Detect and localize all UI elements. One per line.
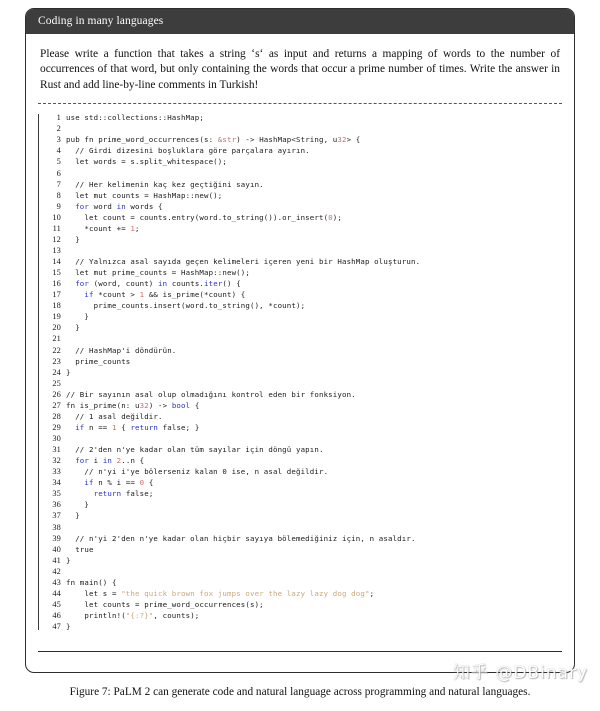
code-token: fn main() { bbox=[66, 577, 117, 587]
prompt-text: Please write a function that takes a string ‘s‘ as input and returns a mapping of words to the number of occurrences of that word, but only containing the words that occur a prime number of times. Write the answer in Rust and add line-by-line comments in Turkish! bbox=[40, 48, 560, 91]
line-number: 3 bbox=[56, 135, 61, 145]
code-token: "{:?}" bbox=[125, 611, 154, 621]
code-line bbox=[44, 168, 562, 179]
code-token: *count > bbox=[93, 290, 140, 300]
code-token: prime_counts.insert(word.to_string(), *count); bbox=[66, 301, 306, 311]
code-line bbox=[44, 345, 562, 356]
code-token: n % i == bbox=[93, 478, 140, 488]
code-token: fn is_prime(n: bbox=[66, 400, 135, 410]
line-number: 46 bbox=[52, 611, 61, 621]
code-line bbox=[44, 389, 562, 400]
card-header-title: Coding in many languages bbox=[38, 14, 164, 27]
code-token: let mut counts = HashMap::new(); bbox=[66, 190, 223, 200]
line-number: 13 bbox=[52, 245, 61, 255]
line-number: 43 bbox=[52, 577, 61, 587]
code-token bbox=[66, 456, 75, 465]
line-number: 31 bbox=[52, 445, 61, 455]
line-number: 9 bbox=[56, 201, 61, 211]
code-line bbox=[44, 400, 562, 411]
code-token: in bbox=[102, 456, 113, 466]
code-token: // n'yi 2'den n'ye kadar olan hiçbir sayıya bölemediğiniz için, n asaldır. bbox=[66, 533, 416, 543]
code-token: iter bbox=[204, 279, 223, 289]
code-token: i bbox=[89, 456, 103, 466]
code-token: u bbox=[135, 400, 140, 410]
code-token: word bbox=[89, 201, 117, 211]
code-line bbox=[44, 455, 562, 466]
code-token: > { bbox=[346, 135, 361, 145]
code-line bbox=[44, 267, 562, 278]
code-token: let words = s.split_whitespace(); bbox=[66, 157, 227, 167]
code-token: ; bbox=[135, 223, 140, 233]
code-line bbox=[44, 134, 562, 145]
code-token: ..n { bbox=[121, 456, 145, 466]
code-line bbox=[44, 533, 562, 544]
code-token: { bbox=[116, 422, 131, 432]
line-number: 8 bbox=[56, 190, 61, 200]
line-number: 4 bbox=[56, 146, 61, 156]
code-token: 1 bbox=[130, 223, 136, 233]
code-token: && is_prime(*count) { bbox=[144, 290, 246, 300]
code-token: 32 bbox=[139, 400, 149, 410]
code-token: true bbox=[66, 544, 94, 554]
line-number: 29 bbox=[52, 422, 61, 432]
line-number: 34 bbox=[52, 478, 61, 488]
line-number: 30 bbox=[52, 434, 61, 444]
code-token: 0 bbox=[328, 212, 333, 222]
line-number: 42 bbox=[52, 566, 61, 576]
code-token bbox=[66, 202, 75, 211]
line-number: 33 bbox=[52, 467, 61, 477]
code-line bbox=[44, 610, 562, 621]
line-number: 26 bbox=[52, 389, 61, 399]
code-line bbox=[44, 367, 562, 378]
code-line bbox=[44, 411, 562, 422]
code-token: 2 bbox=[116, 456, 122, 466]
code-line bbox=[44, 356, 562, 367]
code-token: } bbox=[66, 500, 89, 510]
code-token: (word, count) bbox=[89, 279, 159, 289]
line-number: 2 bbox=[56, 124, 61, 134]
code-line bbox=[44, 555, 562, 566]
code-line bbox=[44, 289, 562, 300]
code-token: // Girdi dizesini boşluklara göre parçalara ayırın. bbox=[66, 146, 310, 156]
code-line bbox=[44, 256, 562, 267]
code-token: "the quick brown fox jumps over the lazy lazy dog dog" bbox=[121, 588, 370, 598]
code-line bbox=[44, 179, 562, 190]
line-number: 23 bbox=[52, 356, 61, 366]
line-number: 35 bbox=[52, 489, 61, 499]
code-line bbox=[44, 245, 562, 256]
code-token bbox=[66, 423, 75, 432]
code-token: // HashMap'i döndürün. bbox=[66, 345, 177, 355]
line-number: 39 bbox=[52, 533, 61, 543]
code-token: use std::collections::HashMap; bbox=[66, 113, 204, 123]
code-line bbox=[44, 123, 562, 134]
code-token: let counts = prime_word_occurrences(s); bbox=[66, 599, 264, 609]
code-line bbox=[44, 621, 562, 632]
code-line bbox=[44, 300, 562, 311]
code-token: } bbox=[66, 622, 71, 632]
code-line bbox=[44, 378, 562, 389]
line-number: 44 bbox=[52, 588, 61, 598]
code-token: { bbox=[190, 400, 200, 410]
line-number: 1 bbox=[56, 113, 61, 123]
line-number: 20 bbox=[52, 323, 61, 333]
code-left-rule bbox=[38, 114, 39, 630]
line-number: 10 bbox=[52, 212, 61, 222]
code-line bbox=[44, 544, 562, 555]
code-line bbox=[44, 190, 562, 201]
line-number: 25 bbox=[52, 378, 61, 388]
code-token: prime_counts bbox=[66, 356, 131, 366]
code-line bbox=[44, 234, 562, 245]
code-token bbox=[66, 489, 94, 498]
card-header bbox=[26, 9, 574, 34]
line-number: 40 bbox=[52, 544, 61, 554]
code-line bbox=[44, 322, 562, 333]
code-token: false; bbox=[121, 489, 154, 499]
line-number: 18 bbox=[52, 301, 61, 311]
figure-caption: Figure 7: PaLM 2 can generate code and natural language across programming and natural languages. bbox=[69, 686, 531, 698]
code-token: for bbox=[75, 456, 90, 466]
line-number: 36 bbox=[52, 500, 61, 510]
watermark: 知乎 @DBinary bbox=[452, 663, 588, 683]
code-line bbox=[44, 588, 562, 599]
code-token: bool bbox=[171, 400, 191, 410]
code-token: counts. bbox=[167, 279, 205, 289]
line-number: 22 bbox=[52, 345, 61, 355]
code-token: } bbox=[66, 555, 71, 565]
code-token: ; bbox=[369, 588, 375, 598]
code-line bbox=[44, 577, 562, 588]
code-token: let s = bbox=[66, 588, 122, 598]
code-line bbox=[44, 333, 562, 344]
line-number: 7 bbox=[56, 179, 61, 189]
code-token: in bbox=[158, 279, 168, 289]
line-number: 15 bbox=[52, 268, 61, 278]
code-line bbox=[44, 599, 562, 610]
code-token: return bbox=[130, 422, 159, 432]
code-token: if bbox=[84, 290, 94, 300]
code-token: return bbox=[93, 489, 122, 499]
code-token: // 1 asal değildir. bbox=[66, 411, 163, 421]
code-token bbox=[66, 478, 84, 487]
line-number: 24 bbox=[52, 367, 61, 377]
code-token: let count = counts.entry(word.to_string()).or_insert( bbox=[66, 212, 329, 222]
code-token: &str bbox=[217, 135, 237, 145]
code-line bbox=[44, 466, 562, 477]
code-token: } bbox=[66, 312, 89, 322]
code-block bbox=[38, 112, 562, 632]
code-token: u bbox=[332, 135, 338, 145]
line-number: 27 bbox=[52, 400, 61, 410]
code-token: () { bbox=[222, 279, 241, 289]
code-token: for bbox=[75, 201, 90, 211]
code-token: , counts); bbox=[153, 611, 200, 621]
line-number: 47 bbox=[52, 622, 61, 632]
code-token: 32 bbox=[337, 135, 347, 145]
code-token: ) -> bbox=[148, 400, 172, 410]
figure-card bbox=[25, 8, 575, 673]
code-line bbox=[44, 156, 562, 167]
code-token bbox=[66, 290, 84, 299]
code-line bbox=[44, 477, 562, 488]
code-token: } bbox=[66, 234, 80, 244]
code-line bbox=[44, 488, 562, 499]
code-line bbox=[44, 522, 562, 533]
code-token bbox=[66, 279, 75, 288]
code-token: } bbox=[66, 323, 80, 333]
code-token: // Bir sayının asal olup olmadığını kontrol eden bir fonksiyon. bbox=[66, 389, 356, 399]
code-line bbox=[44, 444, 562, 455]
code-token: { bbox=[144, 478, 154, 488]
code-token: 0 bbox=[139, 478, 145, 488]
card-body bbox=[26, 34, 574, 672]
line-number: 14 bbox=[52, 257, 61, 267]
line-number: 28 bbox=[52, 411, 61, 421]
code-token: // Her kelimenin kaç kez geçtiğini sayın. bbox=[66, 179, 264, 189]
code-token: if bbox=[75, 422, 85, 432]
code-token: pub fn prime_word_occurrences(s: bbox=[66, 135, 218, 145]
line-number: 17 bbox=[52, 290, 61, 300]
line-number: 38 bbox=[52, 522, 61, 532]
line-number: 11 bbox=[52, 223, 61, 233]
code-token: // Yalnızca asal sayıda geçen kelimeleri içeren yeni bir HashMap oluşturun. bbox=[66, 257, 421, 267]
line-number: 6 bbox=[56, 168, 61, 178]
code-listing bbox=[44, 112, 562, 632]
code-token: *count += bbox=[66, 223, 131, 233]
line-number: 45 bbox=[52, 599, 61, 609]
code-line bbox=[44, 422, 562, 433]
card-bottom-rule bbox=[38, 651, 562, 652]
code-line bbox=[44, 433, 562, 444]
code-token: 1 bbox=[139, 290, 145, 300]
code-token: ); bbox=[332, 212, 342, 222]
code-line bbox=[44, 145, 562, 156]
code-line bbox=[44, 566, 562, 577]
code-line bbox=[44, 112, 562, 123]
line-number: 41 bbox=[52, 555, 61, 565]
code-token: false; } bbox=[158, 422, 200, 432]
code-token: // 2'den n'ye kadar olan tüm sayılar için döngü yapın. bbox=[66, 445, 324, 455]
code-token: } bbox=[66, 367, 71, 377]
code-token: // n'yi i'ye bölerseniz kalan 0 ise, n asal değildir. bbox=[66, 467, 329, 477]
code-token: ) -> HashMap<String, bbox=[236, 135, 333, 145]
line-number: 19 bbox=[52, 312, 61, 322]
code-token: in bbox=[116, 201, 126, 211]
code-line bbox=[44, 499, 562, 510]
code-line bbox=[44, 510, 562, 521]
line-number: 32 bbox=[52, 456, 61, 466]
line-number: 5 bbox=[56, 157, 61, 167]
code-token: if bbox=[84, 478, 94, 488]
code-token: println!( bbox=[66, 611, 126, 621]
code-line bbox=[44, 201, 562, 212]
code-token: words { bbox=[125, 201, 163, 211]
code-token: n == bbox=[84, 422, 113, 432]
code-token: } bbox=[66, 511, 80, 521]
line-number: 21 bbox=[52, 334, 61, 344]
code-token: let mut prime_counts = HashMap::new(); bbox=[66, 268, 250, 278]
code-line bbox=[44, 212, 562, 223]
dashed-divider bbox=[38, 103, 562, 104]
line-number: 12 bbox=[52, 234, 61, 244]
code-line bbox=[44, 223, 562, 234]
line-number: 16 bbox=[52, 279, 61, 289]
code-token: for bbox=[75, 279, 90, 289]
line-number: 37 bbox=[52, 511, 61, 521]
code-line bbox=[44, 278, 562, 289]
code-line bbox=[44, 311, 562, 322]
code-token: 1 bbox=[112, 422, 117, 432]
